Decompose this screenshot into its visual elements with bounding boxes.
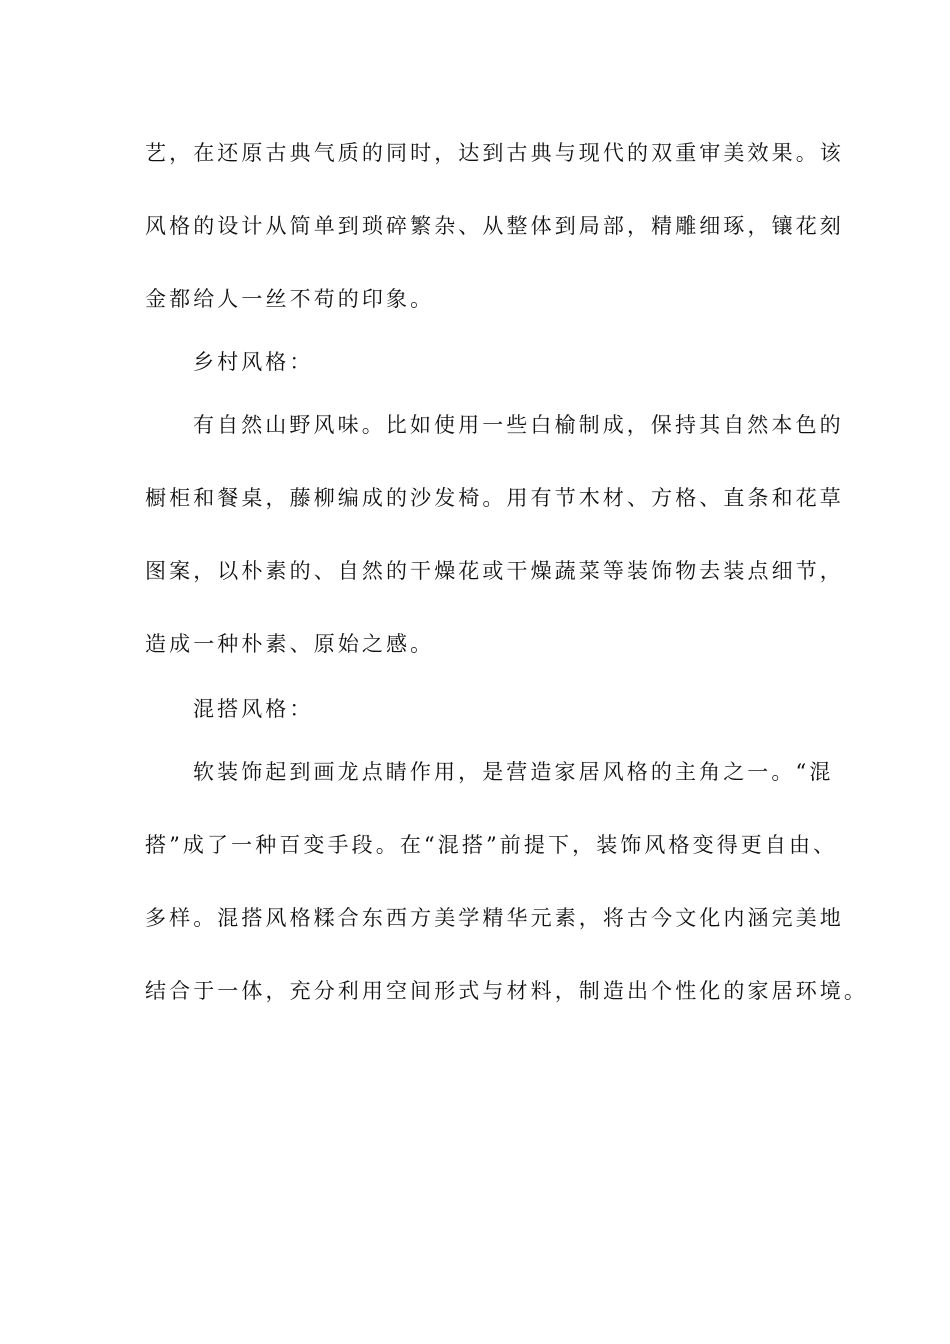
text-line: 有自然山野风味。比如使用一些白榆制成，保持其自然本色的 bbox=[193, 413, 844, 437]
text-line: 搭”成了一种百变手段。在“混搭”前提下，装饰风格变得更自由、 bbox=[145, 833, 838, 857]
text-line: 艺，在还原古典气质的同时，达到古典与现代的双重审美效果。该 bbox=[145, 141, 844, 165]
text-line: 金都给人一丝不苟的印象。 bbox=[145, 287, 435, 311]
section-heading-rural: 乡村风格： bbox=[193, 350, 314, 374]
text-line: 图案，以朴素的、自然的干燥花或干燥蔬菜等装饰物去装点细节， bbox=[145, 559, 844, 583]
section-heading-mixed: 混搭风格： bbox=[193, 697, 314, 721]
text-line: 风格的设计从简单到琐碎繁杂、从整体到局部，精雕细琢，镶花刻 bbox=[145, 214, 844, 238]
text-line: 橱柜和餐桌，藤柳编成的沙发椅。用有节木材、方格、直条和花草 bbox=[145, 486, 844, 510]
text-line: 造成一种朴素、原始之感。 bbox=[145, 632, 435, 656]
text-line: 结合于一体，充分利用空间形式与材料，制造出个性化的家居环境。 bbox=[145, 979, 868, 1003]
text-line: 软装饰起到画龙点睛作用，是营造家居风格的主角之一。“混 bbox=[193, 760, 834, 784]
text-line: 多样。混搭风格糅合东西方美学精华元素，将古今文化内涵完美地 bbox=[145, 906, 844, 930]
